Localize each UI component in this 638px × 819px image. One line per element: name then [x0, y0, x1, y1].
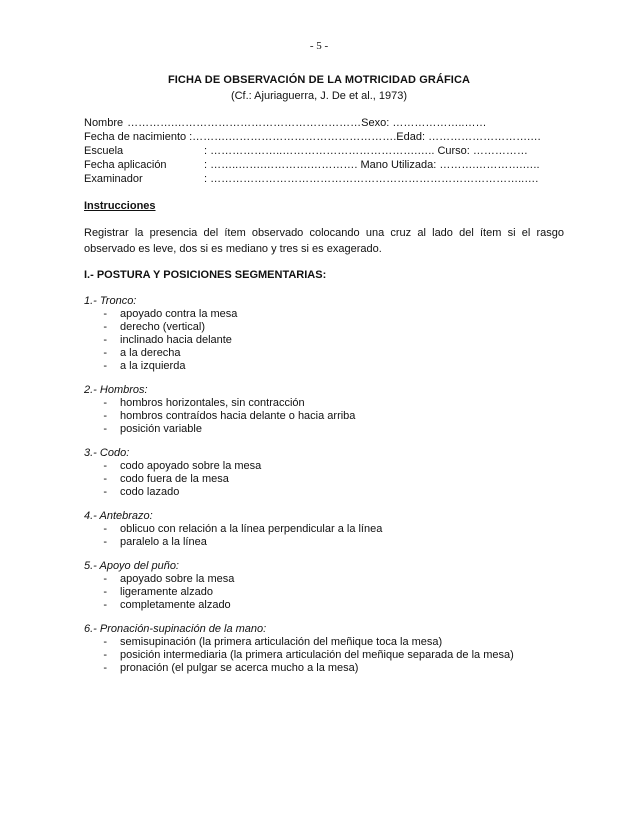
page-number: - 5 -: [309, 40, 329, 52]
dash-bullet: -: [103, 308, 107, 320]
dash-bullet: -: [103, 662, 107, 674]
form-content: [84, 116, 564, 685]
group-item-list: [84, 397, 564, 436]
field-escuela: [84, 144, 564, 158]
observation-groups: [84, 294, 564, 675]
dash-bullet: -: [103, 334, 107, 346]
dash-bullet: -: [103, 360, 107, 372]
list-item: [84, 523, 564, 536]
group-title: 3.- Codo:: [84, 447, 130, 459]
dash-bullet: -: [103, 523, 107, 535]
list-item: [84, 599, 564, 612]
field-fecha-nacimiento: [84, 130, 564, 144]
form-title: FICHA DE OBSERVACIÓN DE LA MOTRICIDAD GRÁFICA: [167, 74, 471, 86]
list-item-text: codo lazado: [120, 486, 180, 498]
observation-group: [84, 559, 564, 612]
list-item-text: hombros contraídos hacia delante o hacia arriba: [120, 410, 356, 422]
observation-group: [84, 294, 564, 373]
list-item: [84, 649, 564, 662]
list-item-text: codo fuera de la mesa: [120, 473, 229, 485]
list-item-text: posición intermediaria (la primera articulación del meñique separada de la mesa): [120, 649, 514, 661]
escuela-label: Escuela: [84, 145, 124, 157]
dash-bullet: -: [103, 586, 107, 598]
list-item-text: oblicuo con relación a la línea perpendicular a la línea: [120, 523, 383, 535]
observation-group: [84, 383, 564, 436]
form-subtitle: (Cf.: Ajuriaguerra, J. De et al., 1973): [230, 90, 408, 102]
list-item: [84, 573, 564, 586]
list-item: [84, 423, 564, 436]
list-item: [84, 308, 564, 321]
list-item: [84, 397, 564, 410]
dash-bullet: -: [103, 460, 107, 472]
instructions-text: Registrar la presencia del ítem observado colocando una cruz al lado del ítem si el rasgo observado es leve, dos si es mediano y tres si es exagerado.: [84, 227, 564, 255]
list-item-text: hombros horizontales, sin contracción: [120, 397, 305, 409]
group-item-list: [84, 636, 564, 675]
examinador-line: : …………………………………………………………………………..….: [204, 173, 539, 185]
list-item: [84, 486, 564, 499]
fecha-nacimiento-edad-line: :……….……………………………………….Edad: ……………………….…: [189, 131, 542, 143]
dash-bullet: -: [103, 347, 107, 359]
list-item-text: codo apoyado sobre la mesa: [120, 460, 262, 472]
field-nombre: [84, 116, 564, 130]
list-item-text: a la derecha: [120, 347, 181, 359]
dash-bullet: -: [103, 410, 107, 422]
observation-group: [84, 446, 564, 499]
nombre-label: Nombre: [84, 117, 124, 129]
list-item: [84, 460, 564, 473]
fecha-aplicacion-mano-line: : ……..…….………….…………. Mano Utilizada: ……….………….…..: [204, 159, 540, 171]
section-title: I.- POSTURA Y POSICIONES SEGMENTARIAS:: [84, 269, 327, 281]
list-item: [84, 360, 564, 373]
list-item: [84, 321, 564, 334]
group-item-list: [84, 460, 564, 499]
list-item: [84, 347, 564, 360]
group-title: 4.- Antebrazo:: [84, 510, 153, 522]
list-item-text: a la izquierda: [120, 360, 186, 372]
group-title: 5.- Apoyo del puño:: [84, 560, 179, 572]
list-item-text: derecho (vertical): [120, 321, 205, 333]
fecha-aplicacion-label: Fecha aplicación: [84, 159, 167, 171]
instructions-heading: Instrucciones: [84, 200, 156, 212]
dash-bullet: -: [103, 599, 107, 611]
list-item-text: pronación (el pulgar se acerca mucho a la mesa): [120, 662, 359, 674]
list-item-text: inclinado hacia delante: [120, 334, 232, 346]
list-item: [84, 334, 564, 347]
list-item-text: semisupinación (la primera articulación del meñique toca la mesa): [120, 636, 443, 648]
list-item-text: apoyado sobre la mesa: [120, 573, 235, 585]
dash-bullet: -: [103, 486, 107, 498]
group-title: 2.- Hombros:: [84, 384, 148, 396]
field-examinador: [84, 172, 564, 186]
list-item-text: ligeramente alzado: [120, 586, 213, 598]
field-fecha-aplicacion: [84, 158, 564, 172]
list-item: [84, 662, 564, 675]
list-item-text: completamente alzado: [120, 599, 231, 611]
dash-bullet: -: [103, 636, 107, 648]
escuela-curso-line: : ………………..……………………………….….. Curso: ……………: [204, 145, 528, 157]
dash-bullet: -: [103, 473, 107, 485]
group-item-list: [84, 523, 564, 549]
observation-group: [84, 509, 564, 549]
nombre-sexo-line: ………….……………………………………………Sexo: ………………..……: [127, 117, 487, 129]
dash-bullet: -: [103, 649, 107, 661]
list-item: [84, 586, 564, 599]
list-item: [84, 410, 564, 423]
list-item-text: paralelo a la línea: [120, 536, 207, 548]
group-item-list: [84, 308, 564, 373]
list-item-text: apoyado contra la mesa: [120, 308, 238, 320]
group-title: 6.- Pronación-supinación de la mano:: [84, 623, 267, 635]
examinador-label: Examinador: [84, 173, 143, 185]
dash-bullet: -: [103, 423, 107, 435]
list-item-text: posición variable: [120, 423, 202, 435]
dash-bullet: -: [103, 573, 107, 585]
list-item: [84, 536, 564, 549]
dash-bullet: -: [103, 321, 107, 333]
observation-group: [84, 622, 564, 675]
list-item: [84, 636, 564, 649]
dash-bullet: -: [103, 397, 107, 409]
fecha-nacimiento-label: Fecha de nacimiento: [84, 131, 187, 143]
dash-bullet: -: [103, 536, 107, 548]
list-item: [84, 473, 564, 486]
group-item-list: [84, 573, 564, 612]
group-title: 1.- Tronco:: [84, 295, 137, 307]
